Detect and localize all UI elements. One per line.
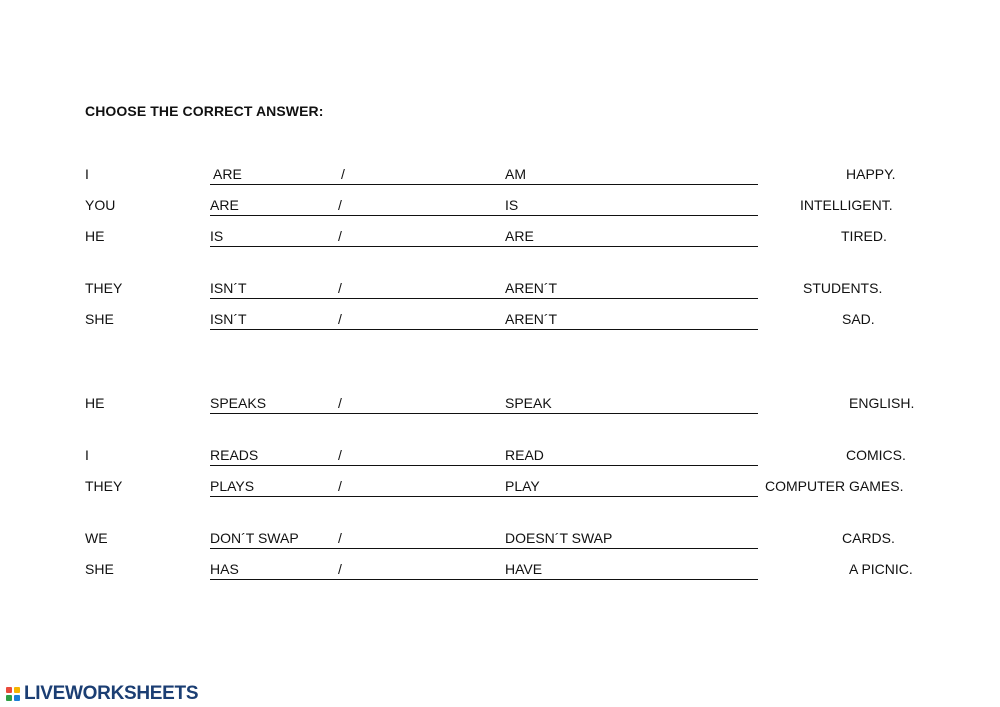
answer-blank[interactable]: [210, 395, 758, 414]
option-b[interactable]: ARE: [505, 228, 534, 244]
row-ending: STUDENTS.: [803, 280, 883, 296]
row-subject: I: [85, 166, 89, 182]
answer-blank[interactable]: [210, 311, 758, 330]
option-a[interactable]: ARE: [213, 166, 242, 182]
option-separator: /: [338, 228, 342, 244]
exercise-row: [0, 478, 1000, 502]
answer-blank[interactable]: [210, 197, 758, 216]
exercise-row: [0, 311, 1000, 335]
option-b[interactable]: READ: [505, 447, 544, 463]
option-a[interactable]: ARE: [210, 197, 239, 213]
worksheet-title: CHOOSE THE CORRECT ANSWER:: [85, 103, 324, 119]
logo-grid-icon: [6, 687, 20, 701]
exercise-row: [0, 447, 1000, 471]
row-ending: A PICNIC.: [849, 561, 913, 577]
exercise-row: [0, 530, 1000, 554]
option-a[interactable]: ISN´T: [210, 280, 247, 296]
exercise-row: [0, 395, 1000, 419]
answer-blank[interactable]: [210, 228, 758, 247]
row-ending: TIRED.: [841, 228, 887, 244]
option-separator: /: [338, 395, 342, 411]
option-b[interactable]: PLAY: [505, 478, 540, 494]
row-subject: I: [85, 447, 89, 463]
answer-blank[interactable]: [210, 280, 758, 299]
option-b[interactable]: SPEAK: [505, 395, 552, 411]
option-b[interactable]: AM: [505, 166, 526, 182]
option-a[interactable]: SPEAKS: [210, 395, 267, 411]
option-b[interactable]: DOESN´T SWAP: [505, 530, 613, 546]
option-separator: /: [341, 166, 345, 182]
option-a[interactable]: IS: [210, 228, 224, 244]
answer-blank[interactable]: [210, 561, 758, 580]
exercise-row: [0, 561, 1000, 585]
row-subject: HE: [85, 395, 105, 411]
option-a[interactable]: PLAYS: [210, 478, 255, 494]
option-separator: /: [338, 311, 342, 327]
option-separator: /: [338, 530, 342, 546]
liveworksheets-logo: [6, 683, 198, 705]
option-separator: /: [338, 280, 342, 296]
row-subject: THEY: [85, 478, 123, 494]
option-separator: /: [338, 561, 342, 577]
option-b[interactable]: IS: [505, 197, 519, 213]
row-ending: CARDS.: [842, 530, 895, 546]
row-subject: SHE: [85, 561, 114, 577]
row-subject: HE: [85, 228, 105, 244]
logo-text: LIVEWORKSHEETS: [24, 683, 199, 704]
row-subject: YOU: [85, 197, 116, 213]
exercise-row: [0, 166, 1000, 190]
exercise-row: [0, 197, 1000, 221]
option-separator: /: [338, 478, 342, 494]
row-ending: COMICS.: [846, 447, 906, 463]
answer-blank[interactable]: [210, 478, 758, 497]
row-subject: WE: [85, 530, 108, 546]
exercise-row: [0, 228, 1000, 252]
option-separator: /: [338, 197, 342, 213]
option-b[interactable]: HAVE: [505, 561, 543, 577]
option-a[interactable]: DON´T SWAP: [210, 530, 299, 546]
option-a[interactable]: HAS: [210, 561, 239, 577]
answer-blank[interactable]: [210, 530, 758, 549]
exercise-row: [0, 280, 1000, 304]
answer-blank[interactable]: [210, 447, 758, 466]
option-b[interactable]: AREN´T: [505, 280, 558, 296]
row-ending: COMPUTER GAMES.: [765, 478, 904, 494]
row-ending: SAD.: [842, 311, 875, 327]
option-separator: /: [338, 447, 342, 463]
option-a[interactable]: ISN´T: [210, 311, 247, 327]
option-a[interactable]: READS: [210, 447, 259, 463]
row-subject: SHE: [85, 311, 114, 327]
row-subject: THEY: [85, 280, 123, 296]
row-ending: HAPPY.: [846, 166, 896, 182]
answer-blank[interactable]: [210, 166, 758, 185]
row-ending: INTELLIGENT.: [800, 197, 893, 213]
row-ending: ENGLISH.: [849, 395, 915, 411]
option-b[interactable]: AREN´T: [505, 311, 558, 327]
